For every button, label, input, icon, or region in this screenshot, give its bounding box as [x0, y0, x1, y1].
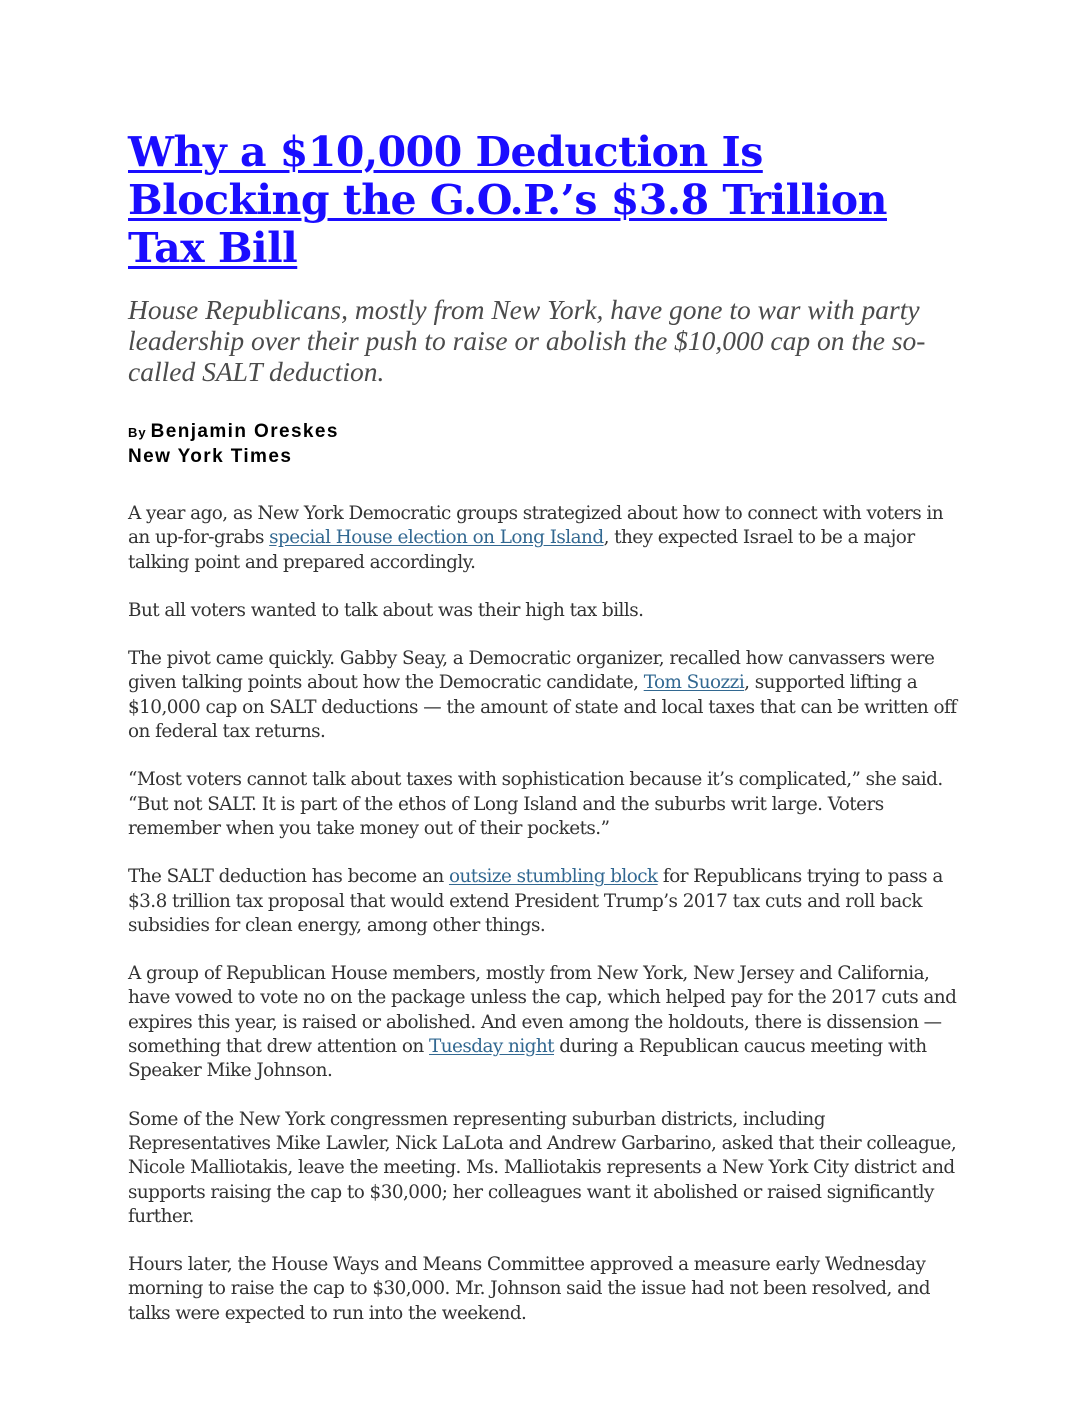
article-page [128, 128, 964, 1350]
paragraph-text: , they expected Israel to be a major talking point and prepared accordingly. [128, 527, 915, 573]
byline [128, 420, 964, 469]
paragraph-text: The pivot came quickly. Gabby Seay, a Democratic organizer, recalled how canvassers were given talking points about how the Democratic candidate, [128, 648, 935, 694]
byline-author-line [128, 420, 964, 445]
headline-link[interactable]: Why a $10,000 Deduction Is Blocking the G.O.P.’s $3.8 Trillion Tax Bill [128, 128, 887, 272]
paragraph-8: Hours later, the House Ways and Means Committee approved a measure early Wednesday morning to raise the cap to $30,000. Mr. Johnson said the issue had not been resolved, and talks were expected to run into the weekend. [128, 1254, 931, 1324]
byline-prefix: By [128, 425, 147, 440]
paragraph-4: “Most voters cannot talk about taxes with sophistication because it’s complicated,” she said. “But not SALT. It is part of the ethos of Long Island and the suburbs writ large. Voters remember when you take money out of their pockets.” [128, 769, 943, 839]
paragraph-text: , supported lifting a $10,000 cap on SALT deductions — the amount of state and local taxes that can be written off on federal tax returns. [128, 672, 957, 743]
link-tuesday-night[interactable]: Tuesday night [429, 1036, 555, 1058]
paragraph-2: But all voters wanted to talk about was their high tax bills. [128, 599, 644, 621]
paragraph-7: Some of the New York congressmen representing suburban districts, including Representatives Mike Lawler, Nick LaLota and Andrew Garbarino, asked that their colleague, Nicole Malliotakis, leave the meeting. Ms. Malliotakis represents a New York City district and supports raising the cap to $30,000; her colleagues want it abolished or raised significantly further. [128, 1108, 957, 1227]
paragraph-text: A year ago, as New York Democratic groups strategized about how to connect with voters in an up-for-grabs [128, 503, 944, 549]
link-special-house-election[interactable]: special House election on Long Island [269, 527, 604, 549]
byline-author: Benjamin Oreskes [150, 421, 339, 442]
paragraph-3 [128, 647, 964, 744]
paragraph-text: for Republicans trying to pass a $3.8 trillion tax proposal that would extend President Trump’s 2017 tax cuts and roll back subsidies for clean energy, among other things. [128, 866, 943, 936]
article-body [128, 502, 964, 1326]
article-dek: House Republicans, mostly from New York, have gone to war with party leadership over their push to raise or abolish the $10,000 cap on the so-called SALT deduction. [128, 294, 926, 387]
paragraph-1 [128, 502, 964, 575]
paragraph-text: A group of Republican House members, mostly from New York, New Jersey and California, have vowed to vote no on the package unless the cap, which helped pay for the 2017 cuts and expires this year, is raised or abolished. And even among the holdouts, there is dissension — something that drew attention on [128, 963, 957, 1058]
byline-publication: New York Times [128, 446, 293, 467]
paragraph-6 [128, 962, 964, 1083]
paragraph-text: during a Republican caucus meeting with Speaker Mike Johnson. [128, 1036, 927, 1082]
link-outsize-stumbling-block[interactable]: outsize stumbling block [448, 866, 658, 888]
link-tom-suozzi[interactable]: Tom Suozzi [643, 672, 745, 694]
paragraph-text: The SALT deduction has become an [128, 866, 449, 888]
article-headline [128, 128, 964, 272]
paragraph-5 [128, 865, 964, 938]
